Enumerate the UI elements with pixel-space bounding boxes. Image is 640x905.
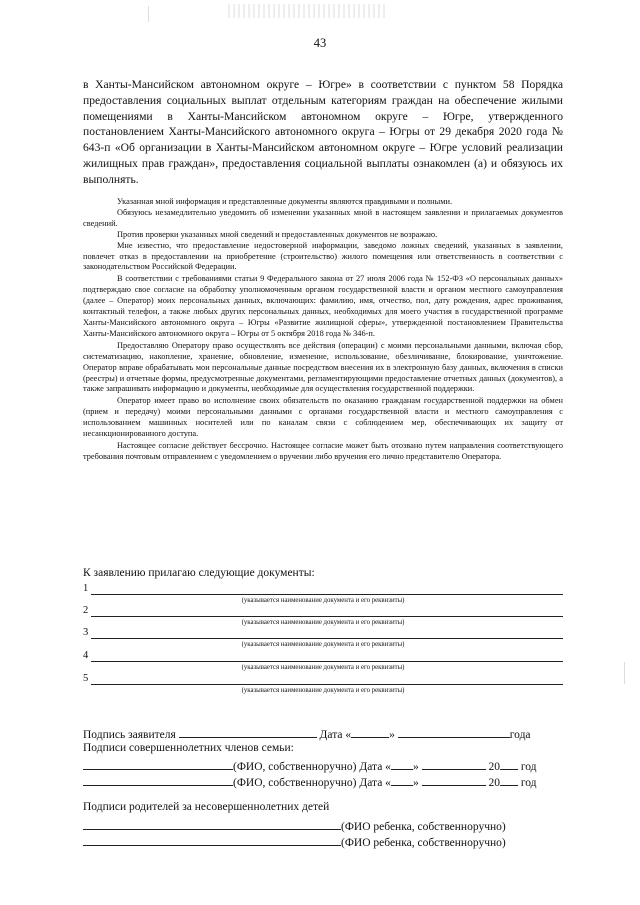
family-signatures-label: Подписи совершеннолетних членов семьи: [83, 742, 294, 754]
paragraph: В соответствии с требованиями статьи 9 Федерального закона от 27 июля 2006 года № 152-ФЗ «О персональных данных» подтверждаю свое согласие на обработку уполномоченным органом государственной власти и органом местного самоуправления (далее – Оператор) моих персональных данных, включающих: фамилию, имя, отчество, пол, дату рождения, адрес проживания, контактный телефон, а также любых других персональных данных, необходимых для моего участия в государственной программе Ханты-Мансийского автономного округа – Югры «Развитие жилищной сферы», утвержденной постановлением Правительства Ханты-Мансийского автономного округа – Югры от 5 октября 2018 года № 346-п. [83, 274, 563, 338]
child-row [83, 834, 506, 849]
attachment-number: 2 [83, 605, 89, 616]
attachment-number: 3 [83, 627, 89, 638]
attachment-row[interactable] [83, 627, 563, 639]
child-field[interactable] [83, 834, 341, 846]
year-word: года [509, 729, 531, 741]
attachment-input-line[interactable] [91, 616, 563, 617]
quote-close: » [412, 761, 419, 773]
child-label: (ФИО ребенка, собственноручно) [341, 821, 506, 833]
attachment-input-line[interactable] [91, 638, 563, 639]
paragraph: Настоящее согласие действует бессрочно. Настоящее согласие может быть отозвано путем направления соответствующего требования почтовым отправлением с уведомлением о вручении либо вручения его лично представителю Оператора. [83, 440, 563, 461]
consent-text [83, 197, 563, 463]
applicant-signature-label: Подпись заявителя [83, 729, 176, 741]
date-month-field[interactable] [422, 758, 486, 770]
attachment-caption: (указывается наименование документа и его реквизиты) [241, 619, 405, 626]
paragraph: Обязуюсь незамедлительно уведомить об изменении указанных мной в настоящем заявлении и прилагаемых документов сведений. [83, 207, 563, 228]
attachment-row[interactable] [83, 583, 563, 595]
year-prefix: 20 [488, 777, 500, 789]
paragraph: Оператор имеет право во исполнение своих обязательств по оказанию гражданам государственной поддержки на обмен (прием и передачу) моими персональными данными с органами государственной власти и местного самоуправления с использованием машинных носителей или по каналам связи с соблюдением мер, обеспечивающих их защиту от несанкционированного доступа. [83, 396, 563, 439]
attachment-caption: (указывается наименование документа и его реквизиты) [241, 641, 405, 648]
attachment-input-line[interactable] [91, 684, 563, 685]
attachment-caption: (указывается наименование документа и его реквизиты) [241, 664, 405, 671]
year-short: год [520, 761, 537, 773]
quote-close: » [389, 729, 395, 741]
quote-close: » [412, 777, 419, 789]
fio-label: (ФИО, собственноручно) Дата « [233, 777, 391, 789]
paragraph: Указанная мной информация и представленные документы являются правдивыми и полными. [117, 197, 453, 206]
attachment-caption: (указывается наименование документа и его реквизиты) [241, 687, 405, 694]
attachment-caption: (указывается наименование документа и его реквизиты) [241, 597, 405, 604]
child-field[interactable] [83, 818, 341, 830]
applicant-signature-field[interactable] [179, 726, 317, 738]
applicant-signature-row [83, 726, 531, 741]
date-day-field[interactable] [391, 758, 413, 770]
scan-mark [148, 6, 149, 22]
attachment-number: 5 [83, 673, 89, 684]
attachment-number: 4 [83, 650, 89, 661]
date-year-field[interactable] [500, 774, 518, 786]
family-member-field[interactable] [83, 774, 233, 786]
page-number: 43 [313, 36, 327, 50]
attachment-number: 1 [83, 583, 89, 594]
parents-signatures-label: Подписи родителей за несовершеннолетних детей [83, 801, 330, 813]
attachment-input-line[interactable] [91, 661, 563, 662]
date-label: Дата « [319, 729, 352, 741]
child-label: (ФИО ребенка, собственноручно) [341, 837, 506, 849]
attachment-row[interactable] [83, 605, 563, 617]
paragraph: Мне известно, что предоставление недостоверной информации, заведомо ложных сведений, указанных в заявлении, повлечет отказ в предоставлении на приобретение (строительство) жилого помещения или ответственность в соответствии с законодательством Российской Федерации. [83, 240, 563, 272]
attachments-title: К заявлению прилагаю следующие документы: [83, 567, 315, 579]
paragraph: Предоставляю Оператору право осуществлять все действия (операции) с моими персональными данными, включая сбор, систематизацию, накопление, хранение, обновление, изменение, использование, обезличивание, блокирование, уничтожение. Оператор вправе обрабатывать мои персональные данные посредством внесения их в электронную базу данных, включения в списки (реестры) и отчетные формы, предусмотренные документами, регламентирующими предоставление отчетных данных (документов), а также запрашивать информацию и документы, необходимые для осуществления государственной поддержки. [83, 340, 563, 394]
fio-label: (ФИО, собственноручно) Дата « [233, 761, 391, 773]
date-month-field[interactable] [422, 774, 486, 786]
date-year-field[interactable] [500, 758, 518, 770]
attachment-row[interactable] [83, 673, 563, 685]
family-member-field[interactable] [83, 758, 233, 770]
family-member-row [83, 758, 537, 773]
scan-noise [228, 4, 388, 18]
attachment-input-line[interactable] [91, 594, 563, 595]
scan-mark [624, 662, 625, 684]
intro-paragraph: в Ханты-Мансийском автономном округе – Югре» в соответствии с пунктом 58 Порядка предоставления социальных выплат отдельным категориям граждан на обеспечение жилыми помещениями в Ханты-Мансийском автономном округе – Югре, утвержденного постановлением Ханты-Мансийского автономного округа – Югры от 29 декабря 2020 года № 643-п «Об организации в Ханты-Мансийском автономном округе – Югре условий реализации жилищных прав граждан», предоставления социальной выплаты ознакомлен (а) и обязуюсь их выполнять. [83, 78, 563, 186]
year-short: год [520, 777, 537, 789]
family-member-row [83, 774, 537, 789]
attachment-row[interactable] [83, 650, 563, 662]
year-prefix: 20 [488, 761, 500, 773]
paragraph: Против проверки указанных мной сведений и предоставленных документов не возражаю. [117, 229, 438, 239]
date-day-field[interactable] [351, 726, 389, 738]
date-month-year-field[interactable] [398, 726, 510, 738]
child-row [83, 818, 506, 833]
date-day-field[interactable] [391, 774, 413, 786]
